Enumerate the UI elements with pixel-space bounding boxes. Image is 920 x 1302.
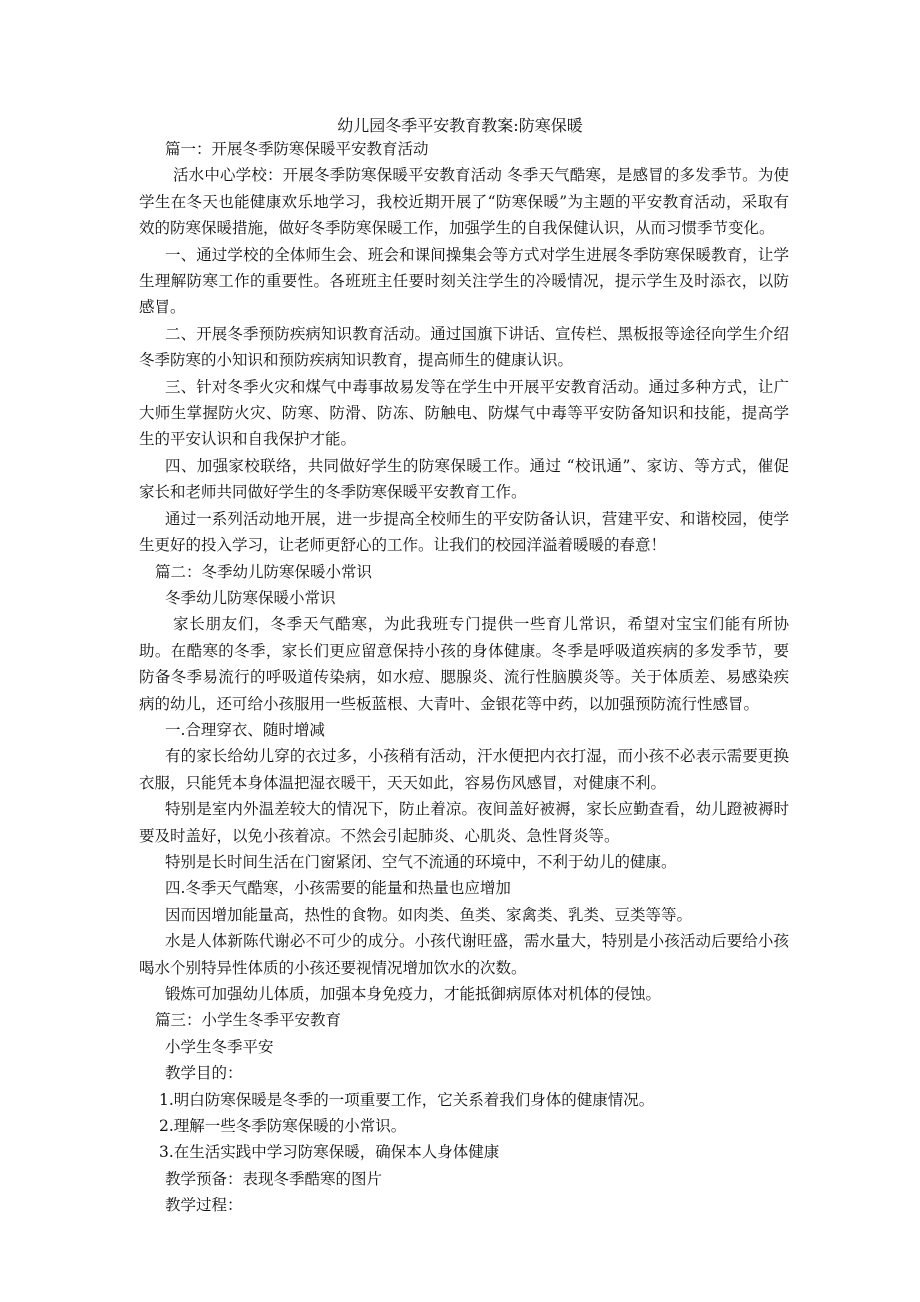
paragraph: 四、加强家校联络，共同做好学生的防寒保暖工作。通过 “校讯通”、家访、等方式，催促家长和老师共同做好学生的冬季防寒保暖平安教育工作。 (139, 456, 789, 502)
paragraph: 二、开展冬季预防疾病知识教育活动。通过国旗下讲话、宣传栏、黑板报等途径向学生介绍冬季防寒的小知识和预防疾病知识教育，提高师生的健康认识。 (139, 324, 789, 370)
paragraph: 活水中心学校：开展冬季防寒保暖平安教育活动 冬季天气酷寒，是感冒的多发季节。为使学生在冬天也能健康欢乐地学习，我校近期开展了“防寒保暖”为主题的平安教育活动，采取有效的防寒保暖措施，做好冬季防寒保暖工作，加强学生的自我保健认识，从而习惯季节变化。 (139, 166, 789, 238)
paragraph: 家长朋友们，冬季天气酷寒，为此我班专门提供一些育儿常识，希望对宝宝们能有所协助。在酷寒的冬季，家长们更应留意保持小孩的身体健康。冬季是呼吸道疾病的多发季节，要防备冬季易流行的呼吸道传染病，如水痘、腮腺炎、流行性脑膜炎等。关于体质差、易感染疾病的幼儿，还可给小孩服用一些板蓝根、大青叶、金银花等中药，以加强预防流行性感冒。 (139, 615, 789, 713)
paragraph: 有的家长给幼儿穿的衣过多，小孩稍有活动，汗水便把内衣打湿，而小孩不必表示需要更换衣服，只能凭本身体温把湿衣暖干，天天如此，容易伤风感冒，对健康不利。 (139, 747, 789, 792)
paragraph: 锻炼可加强幼儿体质，加强本身免疫力，才能抵御病原体对机体的侵蚀。 (165, 985, 662, 1003)
document-body (139, 136, 789, 1219)
paragraph: 四.冬季天气酷寒，小孩需要的能量和热量也应增加 (165, 879, 511, 898)
paragraph: 特别是长时间生活在门窗紧闭、空气不流通的环境中，不利于幼儿的健康。 (165, 852, 677, 871)
paragraph: 小学生冬季平安 (165, 1037, 274, 1056)
paragraph: 一.合理穿衣、随时增减 (165, 720, 325, 739)
paragraph: 篇三：小学生冬季平安教育 (155, 1011, 342, 1030)
paragraph: 因而因增加能量高，热性的食物。如肉类、鱼类、家禽类、乳类、豆类等等。 (165, 905, 693, 924)
paragraph: 通过一系列活动地开展，进一步提高全校师生的平安防备认识，营建平安、和谐校园，使学生更好的投入学习，让老师更舒心的工作。让我们的校园洋溢着暖暖的春意！ (139, 509, 789, 555)
paragraph: 教学目的： (165, 1064, 243, 1083)
paragraph: 水是人体新陈代谢必不可少的成分。小孩代谢旺盛，需水量大，特别是小孩活动后要给小孩喝水个别特异性体质的小孩还要视情况增加饮水的次数。 (139, 932, 789, 977)
paragraph: 三、针对冬季火灾和煤气中毒事故易发等在学生中开展平安教育活动。通过多种方式，让广大师生掌握防火灾、防寒、防滑、防冻、防触电、防煤气中毒等平安防备知识和技能，提高学生的平安认识和自我保护才能。 (139, 377, 789, 449)
paragraph: 特别是室内外温差较大的情况下，防止着凉。夜间盖好被褥，家长应勤查看，幼儿蹬被褥时要及时盖好，以免小孩着凉。不然会引起肺炎、心肌炎、急性肾炎等。 (139, 800, 789, 845)
paragraph: 篇一：开展冬季防寒保暖平安教育活动 (165, 140, 429, 158)
paragraph: 教学过程： (165, 1196, 243, 1215)
document-title: 幼儿园冬季平安教育教案:防寒保暖 (337, 116, 583, 135)
paragraph: 冬季幼儿防寒保暖小常识 (165, 588, 336, 607)
paragraph: 一、通过学校的全体师生会、班会和课间操集会等方式对学生进展冬季防寒保暖教育，让学生理解防寒工作的重要性。各班班主任要时刻关注学生的冷暖情况，提示学生及时添衣，以防感冒。 (139, 245, 789, 317)
paragraph: 3.在生活实践中学习防寒保暖，确保本人身体健康 (159, 1143, 500, 1162)
paragraph: 1.明白防寒保暖是冬季的一项重要工作，它关系着我们身体的健康情况。 (159, 1090, 655, 1109)
paragraph: 教学预备：表现冬季酷寒的图片 (165, 1169, 383, 1188)
paragraph: 2.理解一些冬季防寒保暖的小常识。 (159, 1117, 407, 1136)
paragraph: 篇二：冬季幼儿防寒保暖小常识 (155, 562, 373, 581)
